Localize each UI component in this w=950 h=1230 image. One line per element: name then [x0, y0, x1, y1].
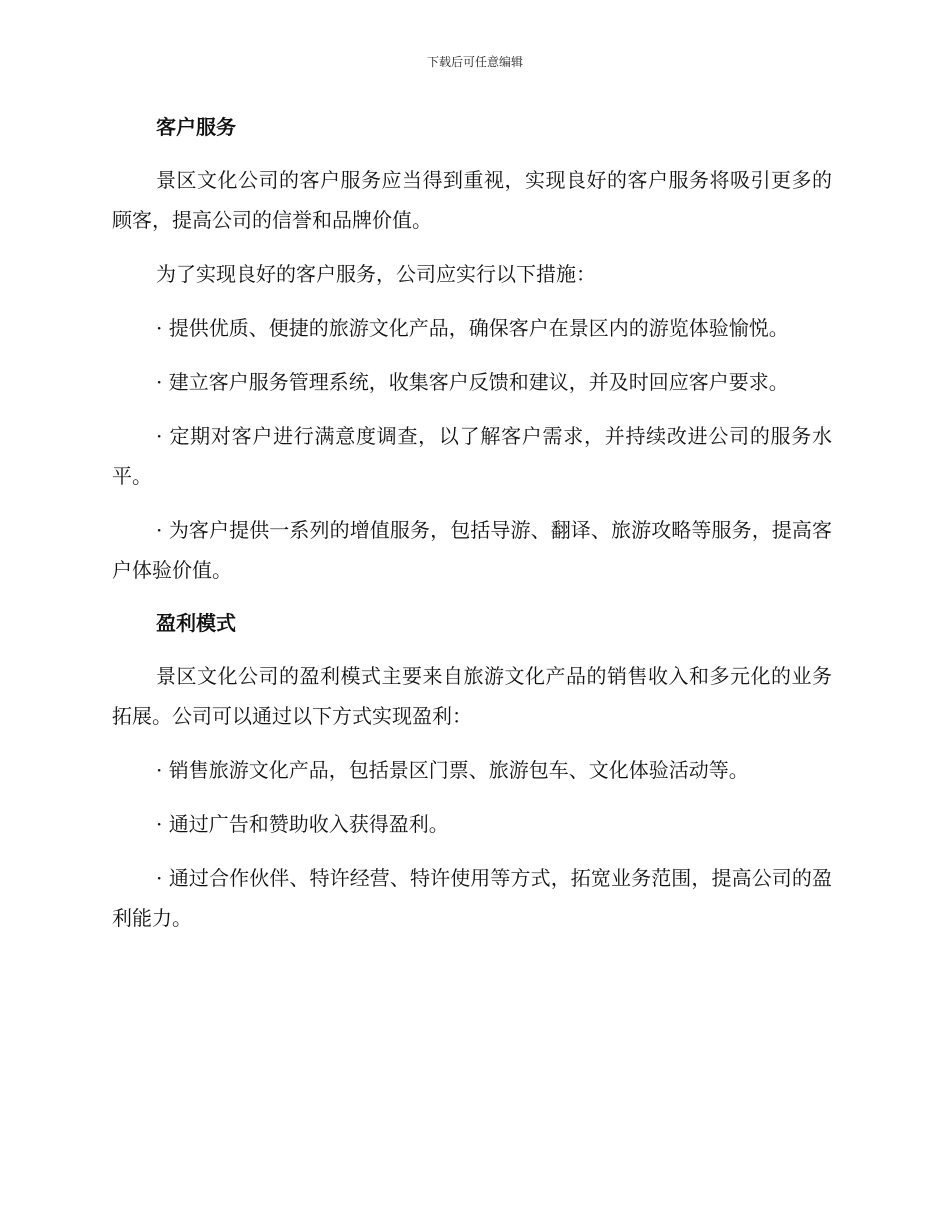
- bullet-item: · 建立客户服务管理系统，收集客户反馈和建议，并及时回应客户要求。: [156, 370, 789, 394]
- bullet-item: · 销售旅游文化产品，包括景区门票、旅游包车、文化体验活动等。: [156, 758, 749, 782]
- document-body: [112, 108, 832, 952]
- bullet-item: · 通过广告和赞助收入获得盈利。: [156, 812, 449, 836]
- paragraph: 景区文化公司的盈利模式主要来自旅游文化产品的销售收入和多元化的业务拓展。公司可以通过以下方式实现盈利：: [112, 664, 832, 728]
- bullet-item: · 为客户提供一系列的增值服务，包括导游、翻译、旅游攻略等服务，提高客户体验价值。: [112, 518, 832, 582]
- paragraph: 为了实现良好的客户服务，公司应实行以下措施：: [156, 262, 596, 286]
- bullet-item: · 通过合作伙伴、特许经营、特许使用等方式，拓宽业务范围，提高公司的盈利能力。: [112, 866, 832, 930]
- page-header-note: 下载后可任意编辑: [426, 55, 523, 69]
- bullet-item: · 提供优质、便捷的旅游文化产品，确保客户在景区内的游览体验愉悦。: [156, 316, 789, 340]
- paragraph: 景区文化公司的客户服务应当得到重视，实现良好的客户服务将吸引更多的顾客，提高公司的信誉和品牌价值。: [112, 168, 832, 232]
- section-heading: 客户服务: [156, 115, 236, 139]
- bullet-item: · 定期对客户进行满意度调查，以了解客户需求，并持续改进公司的服务水平。: [112, 424, 832, 488]
- section-heading: 盈利模式: [156, 611, 236, 635]
- section-customer-service: [112, 108, 832, 590]
- section-profit-model: [112, 604, 832, 938]
